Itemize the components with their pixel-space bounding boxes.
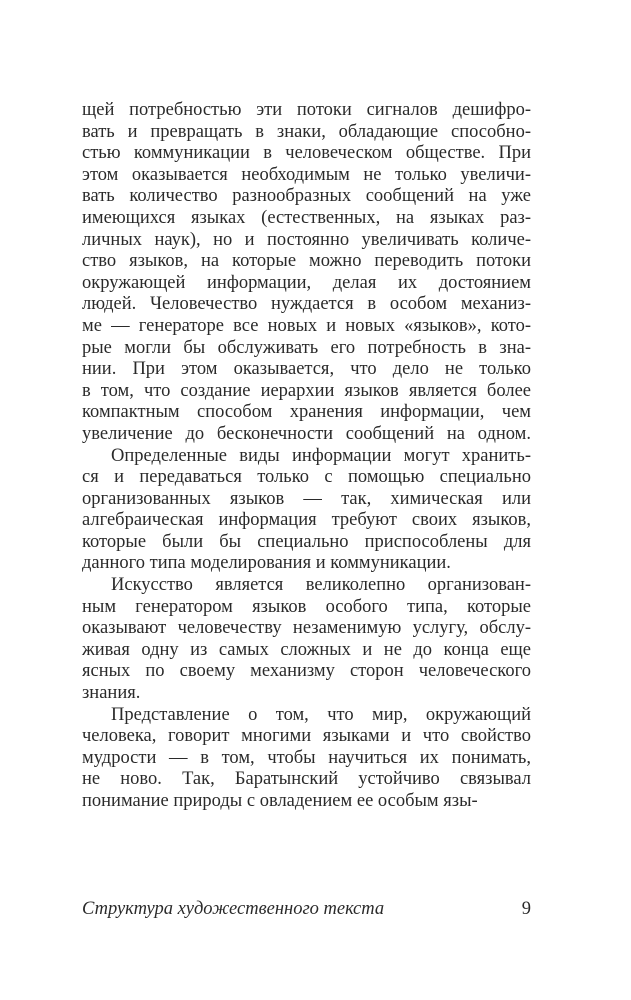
text-line: имеющихся языках (естественных, на языках раз- bbox=[82, 207, 531, 228]
text-line: нии. При этом оказывается, что дело не только bbox=[82, 359, 531, 380]
text-line: личных наук), но и постоянно увеличивать количе- bbox=[82, 229, 531, 250]
text-line: человека, говорит многими языками и что свойство bbox=[82, 726, 531, 747]
text-line: щей потребностью эти потоки сигналов дешифро- bbox=[82, 100, 531, 120]
text-line: организованных языков — так, химическая или bbox=[82, 488, 531, 509]
text-line: увеличение до бесконечности сообщений на одном. bbox=[82, 423, 531, 444]
paragraph bbox=[82, 575, 531, 705]
text-line: вать количество разнообразных сообщений на уже bbox=[82, 186, 531, 207]
text-line: живая одну из самых сложных и не до конца еще bbox=[82, 639, 531, 660]
text-line: данного типа моделирования и коммуникации. bbox=[82, 553, 451, 574]
text-line: алгебраическая информация требуют своих языков, bbox=[82, 510, 531, 531]
text-line: ным генератором языков особого типа, которые bbox=[82, 596, 531, 617]
paragraph bbox=[82, 100, 531, 446]
text-line: мудрости — в том, чтобы научиться их понимать, bbox=[82, 747, 531, 768]
text-line: стью коммуникации в человеческом обществе. При bbox=[82, 143, 531, 164]
text-line: знания. bbox=[82, 683, 141, 704]
text-line: Представление о том, что мир, окружающий bbox=[111, 704, 531, 725]
text-line: не ново. Так, Баратынский устойчиво связывал bbox=[82, 769, 531, 790]
running-title: Структура художественного текста bbox=[82, 899, 385, 919]
text-line: этом оказывается необходимым не только увеличи- bbox=[82, 164, 531, 185]
page-number: 9 bbox=[521, 899, 531, 919]
text-line: оказывают человечеству незаменимую услугу, обслу- bbox=[82, 618, 531, 639]
body-text bbox=[82, 100, 531, 813]
text-line: ся и передаваться только с помощью специально bbox=[82, 467, 531, 488]
text-line: ство языков, на которые можно переводить потоки bbox=[82, 251, 531, 272]
text-line: которые были бы специально приспособлены для bbox=[82, 531, 531, 552]
text-line: в том, что создание иерархии языков является более bbox=[82, 380, 531, 401]
page-footer bbox=[82, 898, 531, 920]
text-line: компактным способом хранения информации, чем bbox=[82, 402, 531, 423]
text-line: ме — генераторе все новых и новых «языков», кото- bbox=[82, 315, 531, 336]
paragraph bbox=[82, 446, 531, 576]
text-line: людей. Человечество нуждается в особом механиз- bbox=[82, 294, 531, 315]
text-line: вать и превращать в знаки, обладающие способно- bbox=[82, 121, 531, 142]
text-line: окружающей информации, делая их достоянием bbox=[82, 272, 531, 293]
text-line: Искусство является великолепно организован- bbox=[111, 575, 531, 596]
text-line: рые могли бы обслуживать его потребность в зна- bbox=[82, 337, 531, 358]
paragraph bbox=[82, 705, 531, 813]
text-line: ясных по своему механизму сторон человеческого bbox=[82, 661, 531, 682]
text-line: понимание природы с овладением ее особым язы- bbox=[82, 791, 478, 811]
text-line: Определенные виды информации могут хранить- bbox=[111, 445, 531, 466]
